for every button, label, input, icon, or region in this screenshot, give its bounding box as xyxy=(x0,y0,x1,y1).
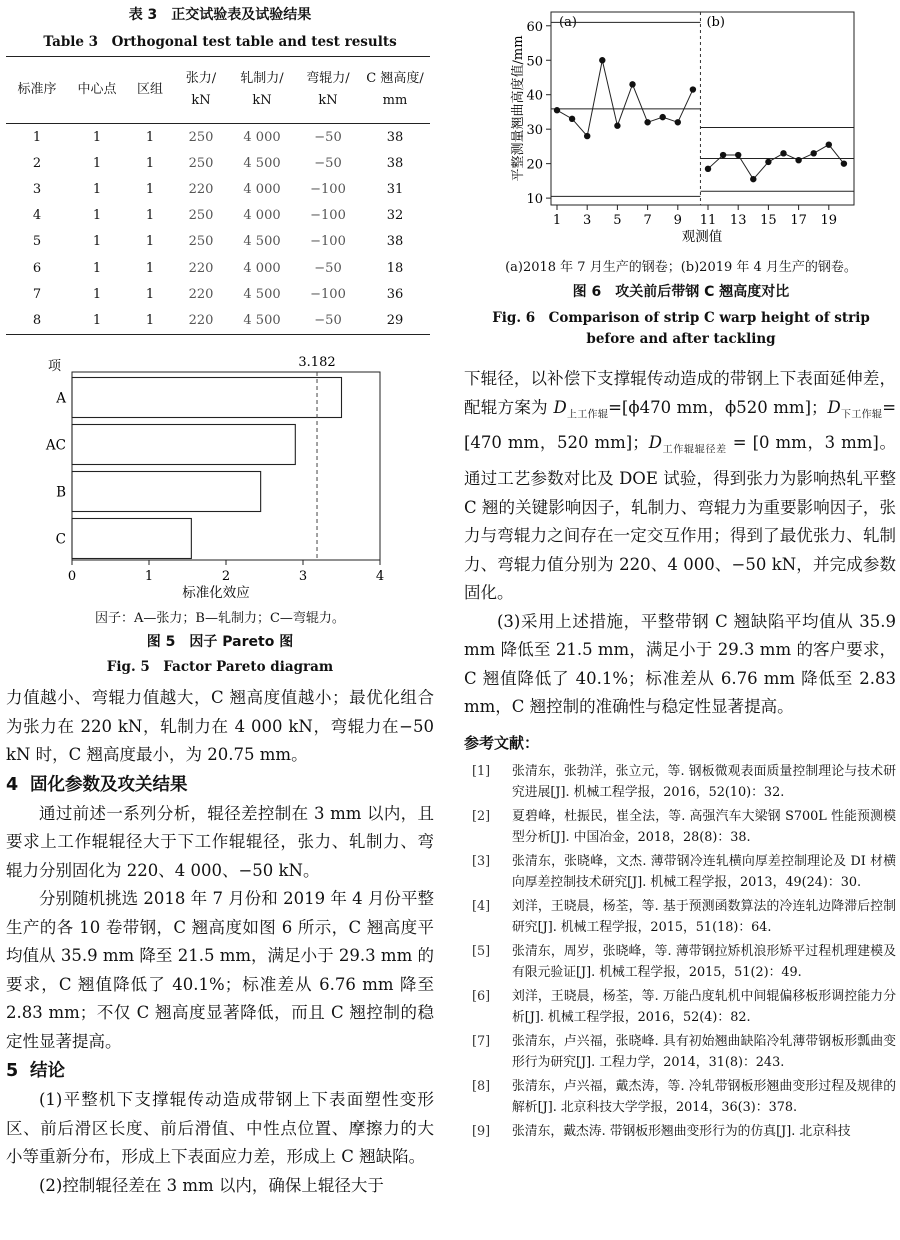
reference-text: 张清东，卢兴福，戴杰涛，等. 冷轧带钢板形翘曲变形过程及规律的解析[J]. 北京科技大学学报，2014，36(3)：378. xyxy=(512,1078,896,1116)
table-cell: 32 xyxy=(386,208,404,224)
section-5-heading: 5 结论 xyxy=(6,1061,65,1081)
section-4-heading: 4 固化参数及攻关结果 xyxy=(6,774,188,795)
reference-number: [4] xyxy=(472,898,491,914)
data-point xyxy=(841,160,847,166)
reference-number: [6] xyxy=(472,988,491,1004)
table-row xyxy=(6,281,430,307)
paragraph-conclusion-1: (1)平整机下支撑辊传动造成带钢上下表面塑性变形区、前后滑区长度、前后滑值、中性点位置、摩擦力的大小等重新分布，形成上下表面应力差，形成上 C 翘缺陷。 xyxy=(6,1090,434,1166)
data-point xyxy=(584,133,590,139)
table-cell: 1 xyxy=(145,286,155,302)
paragraph-optimal: 力值越小、弯辊力值越大，C 翘高度值越小；最优化组合为张力在 220 kN，轧制力在 4 000 kN，弯辊力在−50 kN 时，C 翘高度最小，为 20.75 mm。 xyxy=(6,688,434,764)
table-cell: 18 xyxy=(386,260,404,276)
table-cell: 250 xyxy=(188,129,214,145)
reference-text: 刘洋，王晓晨，杨荃，等. 万能凸度轧机中间辊偏移板形调控能力分析[J]. 机械工程学报，2016，52(4)：82. xyxy=(512,988,896,1026)
category-label-c: C xyxy=(55,531,66,548)
table-cell: 1 xyxy=(92,286,102,302)
x-tick-label: 1 xyxy=(552,213,562,228)
table-cell: 5 xyxy=(32,234,42,250)
y-tick-label: 10 xyxy=(526,192,543,208)
table-cell: 36 xyxy=(386,286,404,302)
reference-text: 张清东，周岁，张晓峰，等. 薄带钢拉矫机浪形矫平过程机理建模及有限元验证[J]. 机械工程学报，2015，51(2)：49. xyxy=(512,943,896,981)
x-tick-label: 0 xyxy=(67,569,77,584)
data-point xyxy=(599,57,605,63)
table-cell: 1 xyxy=(68,307,126,334)
reference-item xyxy=(464,851,896,894)
reference-number: [9] xyxy=(472,1123,491,1139)
data-point xyxy=(569,116,575,122)
data-point xyxy=(554,107,560,113)
data-point xyxy=(720,152,726,158)
pareto-chart xyxy=(0,340,440,610)
reference-number: [2] xyxy=(472,808,491,824)
reference-number: [3] xyxy=(472,853,491,869)
table-cell: 1 xyxy=(92,155,102,171)
fig5-caption-en: Fig. 5 Factor Pareto diagram xyxy=(106,659,334,675)
data-point xyxy=(644,119,650,125)
table-cell: 1 xyxy=(32,129,42,145)
table-cell: −100 xyxy=(310,181,346,197)
table-cell: 1 xyxy=(92,234,102,250)
pareto-bar-ac xyxy=(72,425,295,465)
control-chart-plot xyxy=(510,12,854,245)
table-row xyxy=(6,307,430,334)
table-cell: 220 xyxy=(188,181,214,197)
pareto-plot xyxy=(45,355,384,601)
table-cell: 4 500 xyxy=(243,155,281,171)
data-point xyxy=(765,159,771,165)
col-center-point: 中心点 xyxy=(68,57,126,124)
reference-item xyxy=(464,806,896,849)
data-point xyxy=(750,176,756,182)
y-tick-label: 50 xyxy=(526,54,543,70)
table-cell: 2 xyxy=(32,155,42,171)
table-cell: 250 xyxy=(188,234,214,250)
reference-number: [5] xyxy=(472,943,491,959)
table-cell: −50 xyxy=(314,129,342,145)
references-list xyxy=(464,761,896,1143)
reference-text: 刘洋，王晓晨，杨荃，等. 基于预测函数算法的冷连轧边降滞后控制研究[J]. 机械工程学报，2015，51(18)：64. xyxy=(512,898,896,936)
pareto-bar-c xyxy=(72,519,191,559)
data-point xyxy=(675,119,681,125)
x-tick-label: 1 xyxy=(144,569,154,584)
table-cell: 4 000 xyxy=(243,129,281,145)
table-cell: 8 xyxy=(6,307,68,334)
reference-number: [1] xyxy=(472,763,491,779)
table-cell: 1 xyxy=(92,181,102,197)
col-std-order: 标准序 xyxy=(6,57,68,124)
col-bending-force: 弯辊力/ kN xyxy=(296,57,360,124)
fig6-caption-en-1: Fig. 6 Comparison of strip C warp height of strip xyxy=(492,310,870,326)
table-cell: −50 xyxy=(314,260,342,276)
data-point xyxy=(811,150,817,156)
data-point xyxy=(795,157,801,163)
paragraph-conclusion-2: (2)控制辊径差在 3 mm 以内，确保上辊径大于 xyxy=(39,1175,384,1195)
x-tick-label: 13 xyxy=(729,213,747,228)
table-row xyxy=(6,176,430,202)
table-cell: 1 xyxy=(145,260,155,276)
table-cell: 1 xyxy=(92,260,102,276)
table-body xyxy=(6,124,430,335)
y-tick-label: 60 xyxy=(526,19,543,35)
x-tick-label: 9 xyxy=(673,213,682,228)
x-tick-label: 17 xyxy=(790,213,807,228)
table-cell: 29 xyxy=(360,307,430,334)
table-cell: 250 xyxy=(188,155,214,171)
table-header-row xyxy=(6,57,430,124)
x-axis-label: 标准化效应 xyxy=(182,585,250,601)
table-cell: 6 xyxy=(32,260,42,276)
pareto-bar-b xyxy=(72,472,261,512)
data-point xyxy=(705,166,711,172)
references-title: 参考文献： xyxy=(464,733,540,752)
table-cell: 1 xyxy=(145,129,155,145)
table-row xyxy=(6,150,430,176)
phase-b-label: (b) xyxy=(706,15,725,30)
x-tick-label: 5 xyxy=(613,213,622,228)
table-cell: 38 xyxy=(386,155,404,171)
x-tick-label: 19 xyxy=(820,213,838,228)
y-axis-label: 项 xyxy=(48,359,62,374)
reference-item xyxy=(464,1121,896,1143)
table-cell: 220 xyxy=(174,307,228,334)
table-cell: 250 xyxy=(188,208,214,224)
reference-text: 张清东，张晓峰，文杰. 薄带钢冷连轧横向厚差控制理论及 DI 材横向厚差控制技术研究[J]. 机械工程学报，2013，49(24)：30. xyxy=(512,853,896,891)
table3-title-en: Table 3 Orthogonal test table and test results xyxy=(43,34,397,50)
x-tick-label: 2 xyxy=(221,569,231,584)
table3-title-cn: 表 3 正交试验表及试验结果 xyxy=(128,7,312,23)
x-tick-label: 15 xyxy=(760,213,777,228)
table-cell: 4 000 xyxy=(243,181,281,197)
table-row xyxy=(6,124,430,151)
reference-item xyxy=(464,761,896,804)
table-cell: 4 500 xyxy=(243,286,281,302)
data-point xyxy=(735,152,741,158)
table-cell: −50 xyxy=(314,155,342,171)
fig6-caption-cn: 图 6 攻关前后带钢 C 翘高度对比 xyxy=(572,284,790,300)
x-tick-label: 3 xyxy=(583,213,592,228)
category-label-a: A xyxy=(56,390,66,407)
table-cell: 38 xyxy=(386,234,404,250)
reference-text: 张清东，卢兴福，张晓峰. 具有初始翘曲缺陷冷轧薄带钢板形瓢曲变形行为研究[J]. 工程力学，2014，31(8)：243. xyxy=(512,1033,896,1071)
left-body-text xyxy=(6,684,434,1200)
table-cell: −100 xyxy=(310,234,346,250)
table-cell: 1 xyxy=(145,208,155,224)
control-chart xyxy=(462,0,900,252)
col-rolling-force: 轧制力/ kN xyxy=(228,57,296,124)
col-block: 区组 xyxy=(126,57,174,124)
table-cell: 4 500 xyxy=(228,307,296,334)
data-point xyxy=(780,150,786,156)
data-point xyxy=(826,141,832,147)
table-row xyxy=(6,203,430,229)
fig5-caption-cn: 图 5 因子 Pareto 图 xyxy=(146,634,294,650)
reference-text: 张清东，戴杰涛. 带钢板形翘曲变形行为的仿真[J]. 北京科技 xyxy=(512,1123,851,1139)
category-label-b: B xyxy=(56,484,66,501)
col-c-warp-height: C 翘高度/ mm xyxy=(360,57,430,124)
table-cell: 7 xyxy=(32,286,42,302)
y-tick-label: 20 xyxy=(526,157,543,173)
fig6-note: (a)2018 年 7 月生产的钢卷；(b)2019 年 4 月生产的钢卷。 xyxy=(505,260,857,275)
table-row xyxy=(6,255,430,281)
reference-item xyxy=(464,1031,896,1074)
reference-number: [8] xyxy=(472,1078,491,1094)
paragraph-fixed-params: 通过前述一系列分析，辊径差控制在 3 mm 以内，且要求上工作辊辊径大于下工作辊辊径，张力、轧制力、弯辊力分别固化为 220、4 000、−50 kN。 xyxy=(6,803,434,880)
table-cell: 220 xyxy=(188,260,214,276)
fig5-factor-note: 因子：A—张力；B—轧制力；C—弯辊力。 xyxy=(95,611,345,626)
fig6-caption-en-2: before and after tackling xyxy=(586,331,776,347)
reference-number: [7] xyxy=(472,1033,491,1049)
phase-a-label: (a) xyxy=(559,15,577,30)
x-tick-label: 7 xyxy=(643,213,652,228)
paragraph-roll-scheme: 下辊径，以补偿下支撑辊传动造成的带钢上下表面延伸差，配辊方案为 $D_{上工作辊}=[\phi 470$ mm，ϕ520 mm]；$D_{下工作辊}=[470$ mm，520 mm]；$D_{工作辊辊径差} = [0$ mm，3 mm]。通过工艺参数对比及 DOE 试验，得到张力为影响热轧平整 C 翘的关键影响因子，轧制力、弯辊力为重要影响因子，张力与弯辊力之间存在一定交互作用；得到了最优张力、轧制力、弯辊力值分别为 220、4 000、−50 kN，并完成参数固化。 xyxy=(464,369,897,603)
x-tick-label: 11 xyxy=(699,213,717,228)
reference-line-label: 3.182 xyxy=(298,355,336,370)
table-cell: 1 xyxy=(92,129,102,145)
table-cell: 3 xyxy=(32,181,42,197)
series-line-phase-b xyxy=(708,145,844,179)
data-point xyxy=(614,123,620,129)
reference-text: 夏碧峰，杜振民，崔全法，等. 高强汽车大梁钢 S700L 性能预测模型分析[J]. 中国冶金，2018，28(8)：38. xyxy=(512,808,896,846)
orthogonal-table xyxy=(6,56,430,335)
col-tension: 张力/ kN xyxy=(174,57,228,124)
reference-item xyxy=(464,1076,896,1119)
paragraph-results: 分别随机挑选 2018 年 7 月份和 2019 年 4 月份平整生产的各 10 卷带钢，C 翘高度如图 6 所示，C 翘高度平均值从 35.9 mm 降至 21.5 mm，满足小于 29.3 mm 的要求，C 翘值降低了 40.1%；标准差从 6.76 mm 降至 2.83 mm；不仅 C 翘高度显著降低，而且 C 翘控制的稳定性显著提高。 xyxy=(6,889,434,1051)
y-axis-label: 平整测量翘曲高度值/mm xyxy=(511,35,526,182)
table-cell: −100 xyxy=(310,286,346,302)
table-cell: 31 xyxy=(386,181,404,197)
table-cell: −50 xyxy=(296,307,360,334)
table-cell: 4 000 xyxy=(243,208,281,224)
table-cell: 1 xyxy=(126,307,174,334)
x-tick-label: 4 xyxy=(375,569,385,584)
category-label-ac: AC xyxy=(45,437,66,454)
x-axis-label: 观测值 xyxy=(681,229,723,245)
table-row xyxy=(6,229,430,255)
table-cell: 4 500 xyxy=(243,234,281,250)
reference-text: 张清东，张勃洋，张立元，等. 钢板微观表面质量控制理论与技术研究进展[J]. 机械工程学报，2016，52(10)：32. xyxy=(512,763,896,801)
table-cell: −100 xyxy=(310,208,346,224)
data-point xyxy=(690,86,696,92)
x-tick-label: 3 xyxy=(298,569,308,584)
table-cell: 220 xyxy=(188,286,214,302)
reference-item xyxy=(464,896,896,939)
y-tick-label: 30 xyxy=(526,123,543,139)
reference-item xyxy=(464,986,896,1029)
table-cell: 4 xyxy=(32,208,42,224)
series-line-phase-a xyxy=(557,60,693,136)
table-cell: 38 xyxy=(386,129,404,145)
table-cell: 1 xyxy=(145,155,155,171)
table-cell: 1 xyxy=(92,208,102,224)
data-point xyxy=(660,114,666,120)
right-body-text xyxy=(464,365,896,1144)
table-cell: 1 xyxy=(145,234,155,250)
pareto-bar-a xyxy=(72,378,342,418)
table-cell: 4 000 xyxy=(243,260,281,276)
y-tick-label: 40 xyxy=(526,88,543,104)
table-cell: 1 xyxy=(145,181,155,197)
reference-item xyxy=(464,941,896,984)
paragraph-conclusion-3: (3)采用上述措施，平整带钢 C 翘缺陷平均值从 35.9 mm 降低至 21.5 mm，满足小于 29.3 mm 的客户要求，C 翘值降低了 40.1%；标准差从 6.76 mm 降低至 2.83 mm，C 翘控制的准确性与稳定性显著提高。 xyxy=(464,611,896,717)
data-point xyxy=(629,81,635,87)
